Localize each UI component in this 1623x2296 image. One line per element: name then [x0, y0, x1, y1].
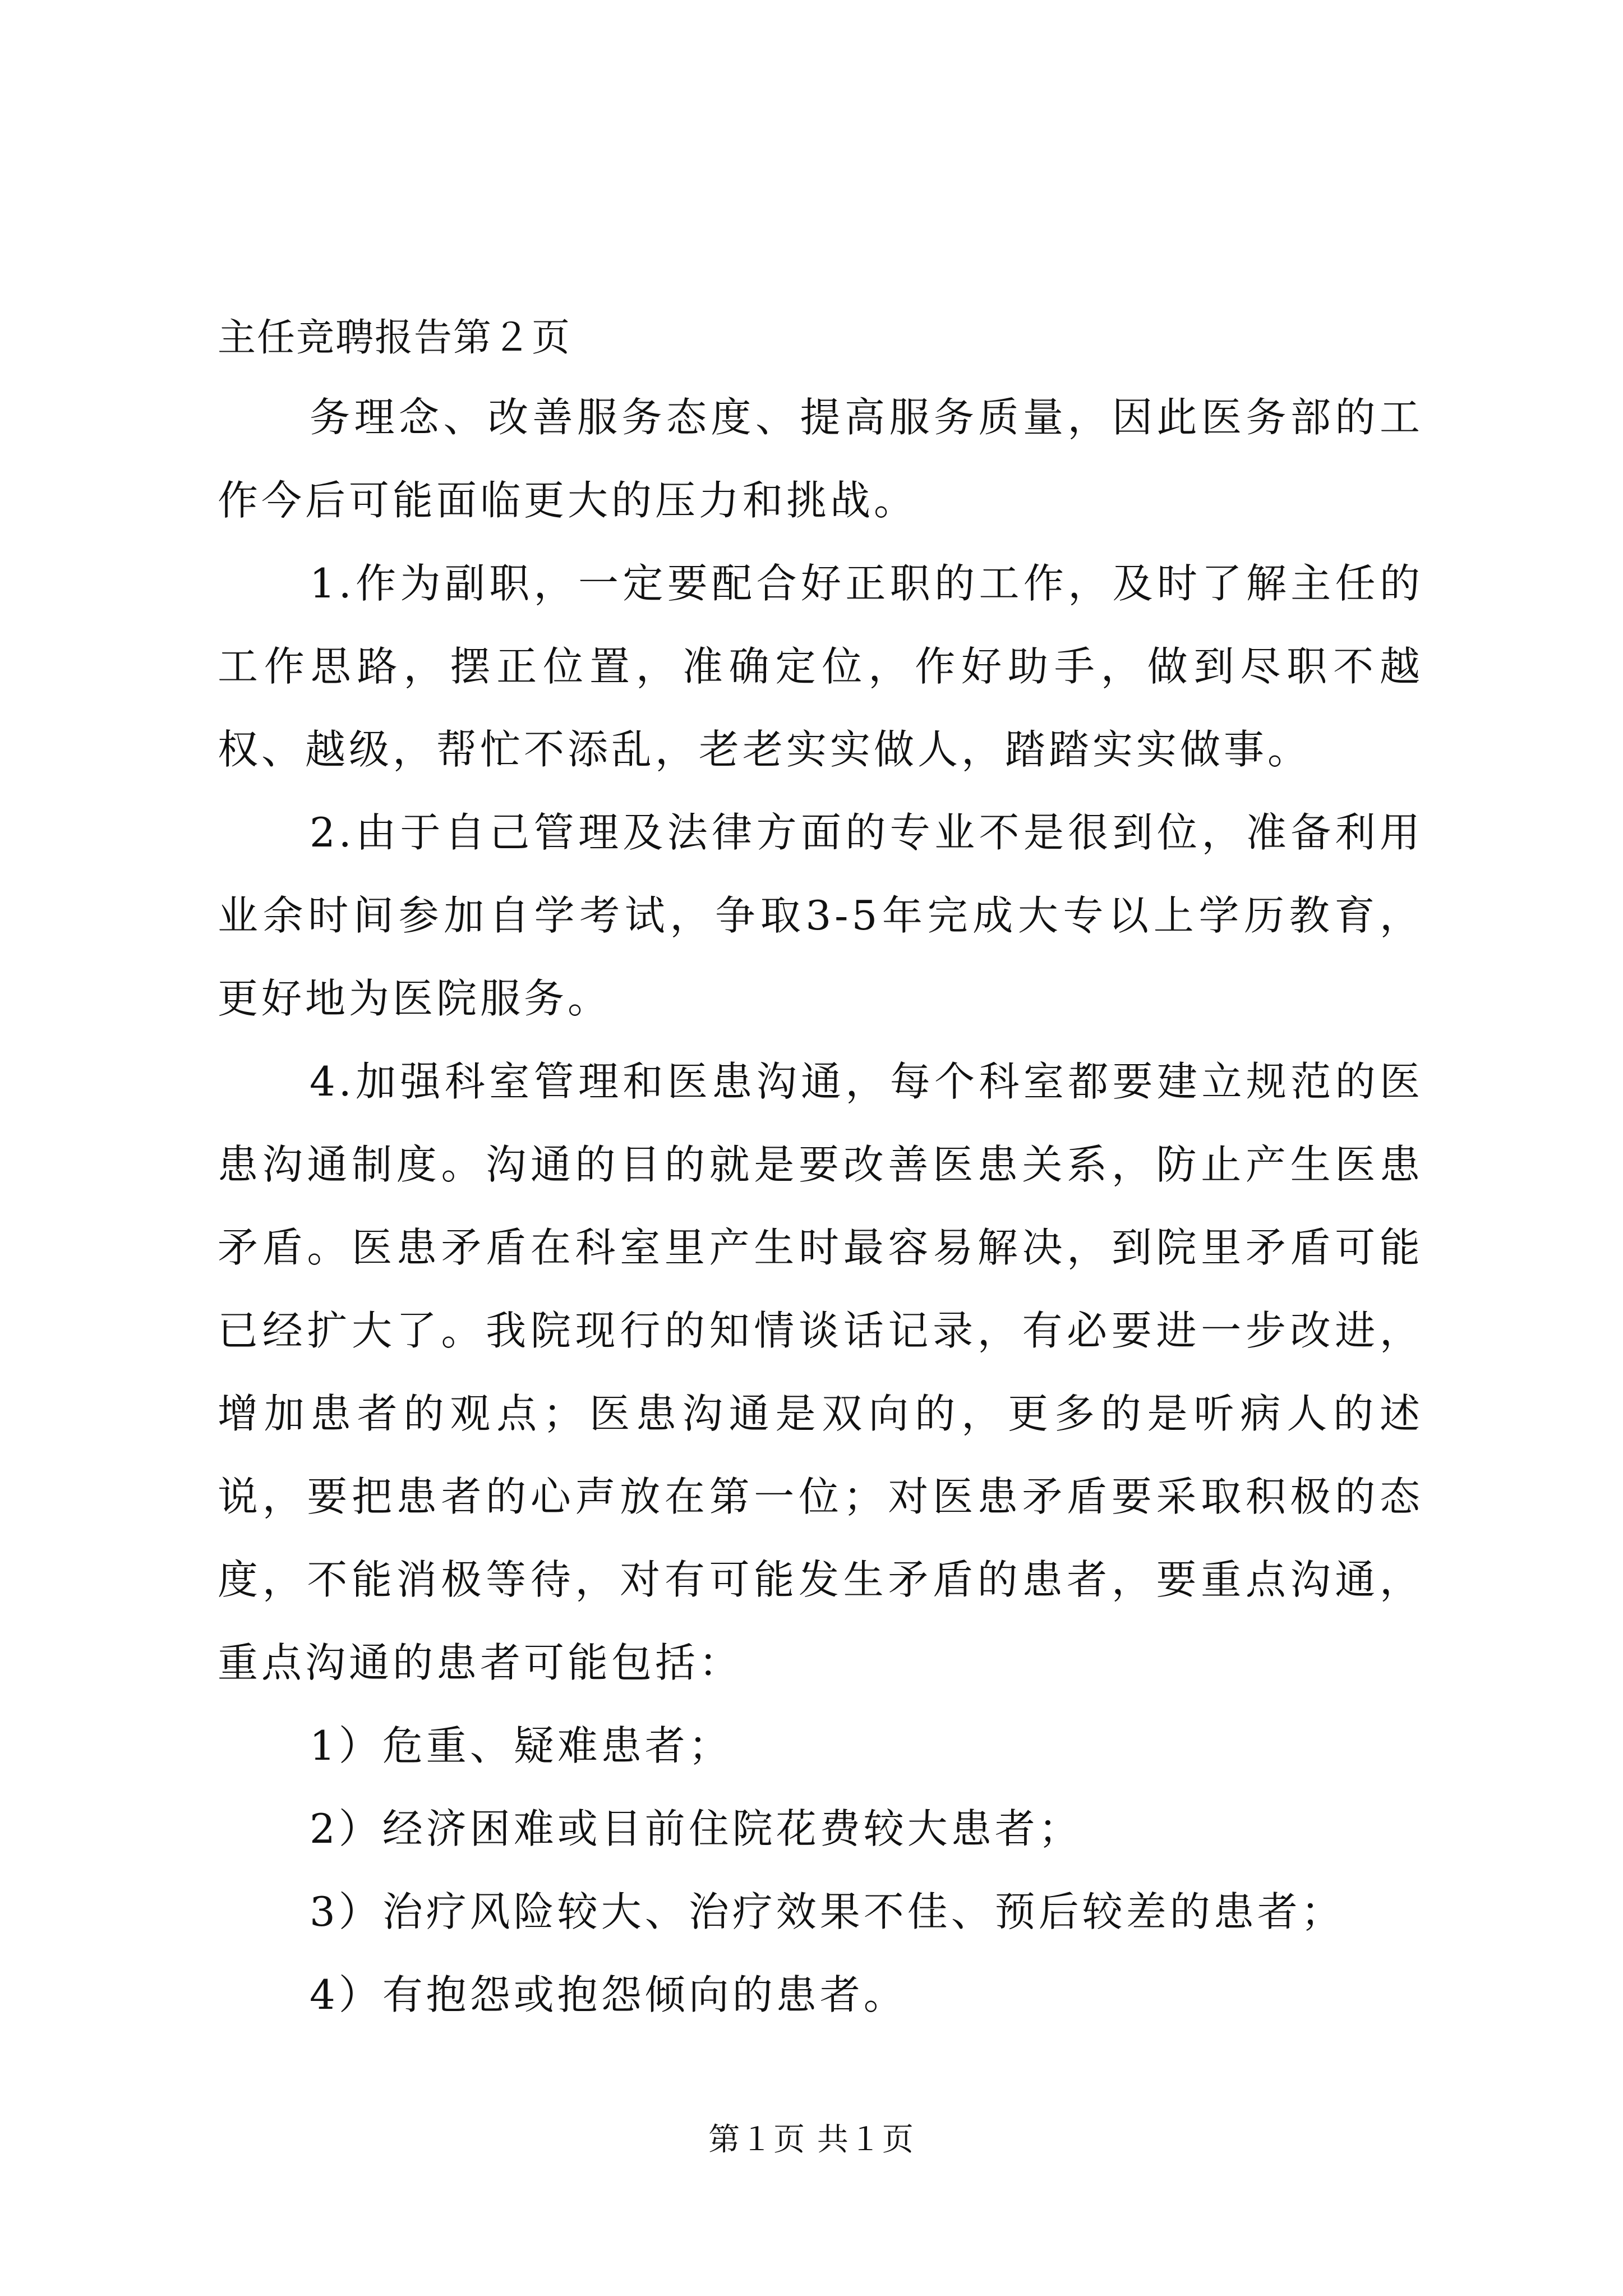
list-item-4: 4）有抱怨或抱怨倾向的患者。	[310, 1971, 907, 2018]
document-body	[218, 376, 1423, 2036]
page-header-title: 主任竞聘报告第２页	[218, 316, 571, 360]
paragraph-intro: 务理念、改善服务态度、提高服务质量，因此医务部的工作今后可能面临更大的压力和挑战。	[218, 394, 1423, 524]
list-item-1: 1）危重、疑难患者；	[310, 1722, 732, 1769]
page-footer-number: 第１页 共１页	[708, 2122, 915, 2158]
paragraph-item-1: 1.作为副职，一定要配合好正职的工作，及时了解主任的工作思路，摆正位置，准确定位，作好助手，做到尽职不越权、越级，帮忙不添乱，老老实实做人，踏踏实实做事。	[218, 560, 1423, 773]
list-item-2: 2）经济困难或目前住院花费较大患者；	[310, 1805, 1082, 1852]
paragraph-item-2: 2.由于自己管理及法律方面的专业不是很到位，准备利用业余时间参加自学考试，争取3-5年完成大专以上学历教育，更好地为医院服务。	[218, 809, 1423, 1022]
list-item-3: 3）治疗风险较大、治疗效果不佳、预后较差的患者；	[310, 1888, 1345, 1935]
paragraph-item-4: 4.加强科室管理和医患沟通，每个科室都要建立规范的医患沟通制度。沟通的目的就是要改善医患关系，防止产生医患矛盾。医患矛盾在科室里产生时最容易解决，到院里矛盾可能已经扩大了。我院现行的知情谈话记录，有必要进一步改进，增加患者的观点；医患沟通是双向的，更多的是听病人的述说，要把患者的心声放在第一位；对医患矛盾要采取积极的态度，不能消极等待，对有可能发生矛盾的患者，要重点沟通，重点沟通的患者可能包括：	[218, 1058, 1423, 1686]
